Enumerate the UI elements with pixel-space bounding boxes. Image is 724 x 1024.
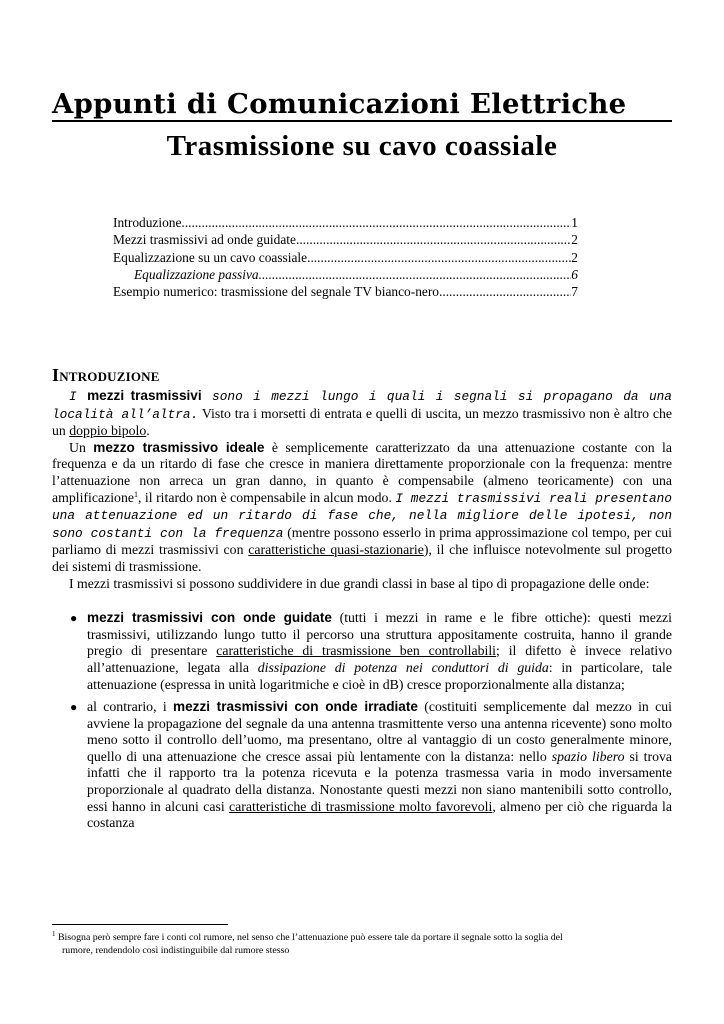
text-run: (costituiti semplicemente dal mezzo in cui avviene la propagazione del segnale da una antenna trasmittente verso una antenna ricevente) sono molto meno sotto il controllo dell’uomo, ma presentano, oltre al vantaggio di un costo generalmente minore, quello di una attenuazione che cresce assai più lentamente con la distanza: nello [87,699,672,764]
emphasis-term: mezzi trasmissivi con onde guidate [87,610,332,626]
title-underline [52,120,672,122]
toc-entry-page: 2 [571,232,578,248]
toc-entry-page: 1 [571,215,578,230]
text-run: I [69,389,88,404]
toc-entry-title: Equalizzazione su un cavo coassiale [113,249,308,265]
toc-entry-equalizzazione[interactable] [113,249,578,266]
underlined-term: caratteristiche quasi-stazionarie [248,542,424,558]
underlined-term: caratteristiche di trasmissione molto favorevoli [229,798,493,814]
underlined-term: doppio bipolo [69,423,147,439]
toc-entry-esempio-numerico[interactable] [113,283,578,300]
footnote-ref[interactable]: 1 [133,489,138,499]
text-run: (tutti i mezzi in rame e le fibre ottiche): questi mezzi trasmissivi, utilizzando lungo tutto il percorso una struttura appositamente costruita, hanno il grande pregio di presentare [87,610,672,659]
definition-text: I mezzi trasmissivi reali presentano una attenuazione ed un ritardo di fase che, nella migliore delle ipotesi, non sono costanti con la frequenza [52,490,672,541]
footnote-separator [52,924,228,925]
footnote-number: 1 [52,930,56,938]
text-run: , almeno per ciò che riguarda la costanza [87,798,673,831]
text-run: al contrario, i [87,699,174,715]
text-run: è semplicemente caratterizzato da una attenuazione costante con la frequenza e da un ritardo di fase che cresce in maniera direttamente proporzionale con la frequenza: mentre l’attenuazione non arreca un gran danno, in quanto è compensabile (almeno teoricamente) con una amplificazione [52,439,673,505]
list-item [52,699,672,832]
section-body [52,388,672,838]
bullet-list [52,610,672,832]
toc-entry-equalizzazione-passiva[interactable] [113,266,578,283]
toc-entry-introduzione[interactable] [113,214,578,231]
toc-entry-page: 6 [571,266,578,282]
bullet-icon: ● [70,700,78,715]
text-run: ), il che influisce notevolmente sul progetto dei sistemi di trasmissione. [52,542,672,574]
paragraph [52,440,672,576]
text-run: ; il difetto è invece relativo all’attenuazione, legata alla [87,643,673,675]
toc-leader-dots [259,266,572,283]
document-title: Appunti di Comunicazioni Elettriche [52,88,627,120]
toc-entry-title: Equalizzazione passiva [134,266,259,282]
text-run: si trova infatti che il rapporto tra la potenza ricevuta e la potenza trasmessa varia in modo inversamente proporzionale al quadrato della distanza. Nonostante questi mezzi non siano mantenibili sotto controllo, essi hanno in alcuni casi [87,748,672,814]
emphasis-term: mezzo trasmissivo ideale [93,439,265,455]
emphasis-term: mezzi trasmissivi [87,388,202,403]
toc-leader-dots [307,249,571,266]
toc-leader-dots [181,214,571,231]
toc-entry-page: 7 [571,284,578,300]
document-subtitle: Trasmissione su cavo coassiale [166,130,558,162]
toc-leader-dots [439,283,571,300]
text-run: (mentre possono esserlo in prima approssimazione col tempo, per cui parliamo di mezzi trasmissivi con [52,524,672,558]
list-item [52,610,672,693]
footnote [52,931,674,957]
toc-entry-title: Esempio numerico: trasmissione del segnale TV bianco-nero [113,284,440,300]
paragraph: I mezzi trasmissivi si possono suddividere in due grandi classi in base al tipo di propagazione delle onde: [69,575,650,591]
italic-term: dissipazione di potenza nei conduttori di guida [257,659,549,675]
bullet-icon: ● [70,611,78,626]
footnote-text: Bisogna però sempre fare i conti col rumore, nel senso che l’attenuazione può essere tale da portare il segnale sotto la soglia del [57,932,563,943]
toc-entry-page: 2 [571,249,578,265]
emphasis-term: mezzi trasmissivi con onde irradiate [173,699,418,715]
paragraph [52,388,672,440]
toc-leader-dots [296,231,571,248]
text-run: Visto tra i morsetti di entrata e quelli di uscita, un mezzo trasmissivo non è altro che un [52,405,672,439]
footnote-text-continuation: rumore, rendendolo così indistinguibile dal rumore stesso [62,945,290,956]
underlined-term: caratteristiche di trasmissione ben controllabili [216,643,497,659]
toc-entry-mezzi-trasmissivi[interactable] [113,231,578,248]
text-run: : in particolare, tale attenuazione (espressa in unità logaritmiche e cioè in dB) cresce proporzionalmente alla distanza; [87,659,672,692]
definition-text: sono i mezzi lungo i quali i segnali si propagano da una località all’altra. [52,389,672,422]
text-run: , il ritardo non è compensabile in alcun modo. [137,489,396,505]
italic-term: spazio libero [551,748,625,764]
text-run: Un [69,439,94,455]
table-of-contents [113,214,578,300]
toc-entry-title: Introduzione [113,215,182,230]
section-heading: Introduzione [52,365,160,385]
text-run: . [146,423,150,439]
toc-entry-title: Mezzi trasmissivi ad onde guidate [113,232,296,248]
